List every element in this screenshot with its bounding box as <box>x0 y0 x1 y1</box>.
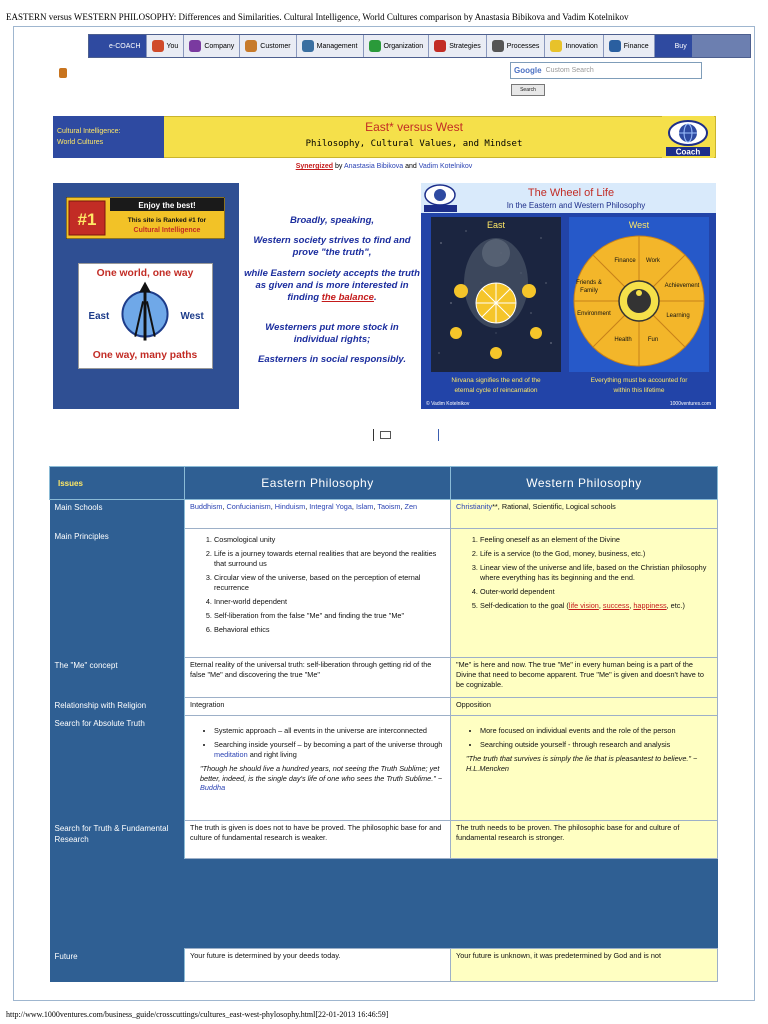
person-icon <box>152 40 164 52</box>
bulb-icon <box>550 40 562 52</box>
issue-absolute-truth: Search for Absolute Truth <box>50 716 185 821</box>
wheel-segment-label: Achievement <box>664 283 700 289</box>
the-balance-link[interactable]: the balance <box>321 292 374 303</box>
spacer-cell-issue <box>50 859 185 949</box>
thumbs-up-icon[interactable] <box>59 68 67 78</box>
west-principle-1: 1. Feeling oneself as an element of the Divine <box>480 535 712 545</box>
nav-item-label: Innovation <box>565 42 598 50</box>
wheel-credit-left: © Vadim Kotelnikov <box>426 401 470 407</box>
nav-item-label: Customer <box>260 42 291 50</box>
nav-item-you[interactable] <box>147 35 185 57</box>
summary-line-3c: . <box>373 292 377 303</box>
nav-item-buy[interactable] <box>655 35 692 57</box>
coach-logo[interactable] <box>662 116 714 158</box>
wheel-segment-label: Finance <box>614 258 636 264</box>
issue-future: Future <box>50 949 185 982</box>
west-absolute-truth <box>451 716 718 821</box>
wheel-segment-label: Health <box>614 337 632 343</box>
west-principle-5-prefix: Self-dedication to the goal ( <box>480 601 569 610</box>
east-absolute-bullet-2a: Searching inside yourself – by becoming a part of the universe through <box>214 740 443 749</box>
link-confucianism[interactable]: Confucianism <box>226 502 271 511</box>
link-hinduism[interactable]: Hinduism <box>274 502 306 511</box>
link-islam[interactable]: Islam <box>355 502 374 511</box>
table-row <box>50 716 718 821</box>
document-title: EASTERN versus WESTERN PHILOSOPHY: Differences and Similarities. Cultural Intelligence, World Cultures comparison by Anastasia Bibikova and Vadim Kotelnikov <box>6 12 629 22</box>
coach-logo-text: Coach <box>675 147 701 157</box>
mencken-quote: "The truth that survives is simply the lie that is pleasantest to believe." ~ H.L.Mencken <box>466 754 698 773</box>
east-absolute-bullet-2b: and right living <box>247 750 297 759</box>
page-subtitle: Philosophy, Cultural Values, and Mindset <box>305 139 523 149</box>
east-absolute-truth <box>185 716 451 821</box>
west-principle-5-suffix: , etc.) <box>666 601 685 610</box>
wheel-segment-label: Work <box>646 258 660 264</box>
west-schools-rest: **, Rational, Scientific, Logical schools <box>492 502 616 511</box>
column-header-west: Western Philosophy <box>451 467 718 500</box>
wheel-title: The Wheel of Life <box>527 187 615 199</box>
link-success[interactable]: success <box>602 601 630 610</box>
west-main-principles <box>451 529 718 658</box>
east-future: Your future is determined by your deeds today. <box>185 949 451 982</box>
shield-icon <box>189 40 201 52</box>
link-happiness[interactable]: happiness <box>633 601 667 610</box>
ranked-number-one-badge[interactable] <box>66 197 225 239</box>
nav-item-label: Organization <box>383 42 424 50</box>
wheel-segment-label: Friends & <box>576 280 602 286</box>
banner-category-line1[interactable]: Cultural Intelligence: <box>57 128 121 135</box>
synergized-link[interactable]: Synergized <box>295 163 334 170</box>
wheel-west-label: West <box>628 220 650 230</box>
issue-religion: Relationship with Religion <box>50 698 185 716</box>
issue-me-concept: The "Me" concept <box>50 658 185 698</box>
nav-item-label: Finance <box>623 42 649 50</box>
spacer-cell-east <box>185 859 451 949</box>
summary-line-1: Broadly, speaking, <box>289 215 375 226</box>
team-icon <box>302 40 314 52</box>
rank-badge-text: This site is Ranked #1 for <box>127 217 207 224</box>
spacer-cell-west <box>451 859 718 949</box>
embedded-widget[interactable] <box>373 429 439 441</box>
nav-item-label: Strategies <box>449 42 481 50</box>
nav-item-finance[interactable] <box>604 35 655 57</box>
west-main-schools <box>451 500 718 529</box>
wheel-segment-label: Environment <box>577 311 611 317</box>
link-taoism[interactable]: Taoism <box>377 502 401 511</box>
author-link-bibikova[interactable]: Anastasia Bibikova <box>343 163 404 170</box>
east-absolute-bullet-1: • Systemic approach – all events in the universe are interconnected <box>214 726 445 736</box>
oneworld-top-text: One world, one way <box>96 267 194 279</box>
summary-line-2: Western society strives to find and prove "the truth", <box>253 235 411 258</box>
west-principle-2: 2. Life is a service (to the God, money, business, etc.) <box>480 549 712 559</box>
east-main-schools: Buddhism, Confucianism, Hinduism, Integral Yoga, Islam, Taoism, Zen <box>185 500 451 529</box>
link-integral-yoga[interactable]: Integral Yoga <box>309 502 352 511</box>
book-icon <box>609 40 621 52</box>
nav-item-label: e-COACH <box>109 42 141 50</box>
issue-main-principles: Main Principles <box>50 529 185 658</box>
column-header-east: Eastern Philosophy <box>185 467 451 500</box>
google-logo: Google <box>514 66 542 75</box>
nav-item-label: Management <box>316 42 358 50</box>
nav-item-label: You <box>166 42 179 50</box>
east-principle-4: 4. Inner-world dependent <box>214 597 445 607</box>
nav-item-innovation[interactable] <box>545 35 603 57</box>
wheel-segment-label: Learning <box>666 313 690 319</box>
link-buddha[interactable]: Buddha <box>200 783 226 792</box>
table-row <box>50 529 718 658</box>
nav-item-processes[interactable] <box>487 35 546 57</box>
nav-item-management[interactable] <box>297 35 364 57</box>
issue-fundamental-research: Search for Truth & Fundamental Research <box>50 821 185 859</box>
east-principle-1: 1. Cosmological unity <box>214 535 445 545</box>
link-meditation[interactable]: meditation <box>214 750 248 759</box>
byline-by: by <box>335 163 343 170</box>
byline-and: and <box>405 163 417 170</box>
table-row <box>50 500 718 529</box>
summary-line-3 <box>244 268 420 304</box>
nav-item-label: Company <box>204 42 235 50</box>
comparison-table <box>49 466 718 982</box>
cart-icon <box>660 40 672 52</box>
arrow-icon <box>434 40 446 52</box>
document-url-footer: http://www.1000ventures.com/business_guide/crosscuttings/cultures_east-west-phylosophy.html[22-01-2013 16:46:59] <box>6 1010 389 1019</box>
east-principle-2: 2. Life is a journey towards eternal realities that are beyond the realities that surround us <box>214 549 445 569</box>
search-button[interactable]: Search <box>511 84 545 96</box>
nav-item-label: Buy <box>674 42 687 50</box>
search-input[interactable] <box>510 62 702 79</box>
wheel-credit-right: 1000ventures.com <box>669 401 711 407</box>
byline <box>0 163 768 170</box>
rank-badge-number: #1 <box>77 210 97 229</box>
east-me-concept: Eternal reality of the universal truth: self-liberation through getting rid of the false "Me" and discovering the true "Me" <box>185 658 451 698</box>
west-principle-5: 5. Self-dedication to the goal (life vision, success, happiness, etc.) <box>480 601 712 611</box>
table-row <box>50 658 718 698</box>
summary-line-4: Westerners put more stock in individual rights; <box>265 322 399 345</box>
nav-item-label: Processes <box>506 42 540 50</box>
wheel-east-caption-1: Nirvana signifies the end of the <box>451 377 541 384</box>
wheel-east-caption-2: eternal cycle of reincarnation <box>454 387 538 394</box>
link-christianity[interactable]: Christianity <box>456 502 493 511</box>
wheel-of-life-graphic[interactable] <box>421 183 716 409</box>
nav-item-company[interactable] <box>184 35 240 57</box>
summary-line-3a: while Eastern society accepts the truth as given and is more interested in finding <box>244 268 420 303</box>
wheel-segment-label: Fun <box>647 337 659 343</box>
one-world-one-way-graphic[interactable] <box>78 263 213 369</box>
nav-item-e-coach[interactable] <box>89 35 147 57</box>
hero-summary-text <box>244 215 420 366</box>
east-principle-3: 3. Circular view of the universe, based on the perception of eternal recurrence <box>214 573 445 593</box>
link-zen[interactable]: Zen <box>404 502 418 511</box>
table-row <box>50 698 718 716</box>
customer-icon <box>245 40 257 52</box>
summary-line-5: Easterners in social responsibly. <box>257 354 406 365</box>
page-title: East* versus West <box>365 120 463 134</box>
table-row <box>50 949 718 982</box>
link-life-vision[interactable]: life vision <box>568 601 599 610</box>
table-spacer <box>50 859 718 949</box>
oneworld-east-text: East <box>88 310 110 322</box>
nav-item-organization[interactable] <box>364 35 430 57</box>
issue-main-schools: Main Schools <box>50 500 185 529</box>
west-absolute-bullet-1: • More focused on individual events and the role of the person <box>480 726 712 736</box>
wheel-subtitle: In the Eastern and Western Philosophy <box>506 201 646 210</box>
nav-item-customer[interactable] <box>240 35 296 57</box>
rank-badge-top: Enjoy the best! <box>138 201 196 210</box>
east-principle-5: 5. Self-liberation from the false "Me" and finding the true "Me" <box>214 611 445 621</box>
west-religion: Opposition <box>451 698 718 716</box>
wheel-east-label: East <box>486 220 506 230</box>
banner-category-line2[interactable]: World Cultures <box>57 139 104 146</box>
west-me-concept: "Me" is here and now. The true "Me" in every human being is a part of the Divine that need to become apparent. True "Me" is given and doesn't have to be cognizable. <box>451 658 718 698</box>
buddha-quote <box>190 764 445 793</box>
eye-globe-icon <box>94 40 106 52</box>
east-religion: Integration <box>185 698 451 716</box>
rank-badge-text2: Cultural Intelligence <box>133 227 201 234</box>
west-absolute-bullet-2: • Searching outside yourself - through research and analysis <box>480 740 712 750</box>
oneworld-bottom-text: One way, many paths <box>92 350 198 362</box>
wheel-west-caption-1: Everything must be accounted for <box>590 377 688 384</box>
table-row <box>50 821 718 859</box>
west-principle-4: 4. Outer-world dependent <box>480 587 712 597</box>
link-buddhism[interactable]: Buddhism <box>190 502 223 511</box>
east-fundamental-research: The truth is given is does not to have be proved. The philosophic base for and culture of fundamental research is weaker. <box>185 821 451 859</box>
nav-item-strategies[interactable] <box>429 35 487 57</box>
search-placeholder: Custom Search <box>545 67 594 74</box>
house-icon <box>369 40 381 52</box>
widget-icon <box>380 431 391 439</box>
top-navigation-bar <box>88 34 751 58</box>
column-header-issues: Issues <box>50 467 185 500</box>
oneworld-west-text: West <box>180 310 204 322</box>
fork-icon <box>492 40 504 52</box>
wheel-west-caption-2: within this lifetime <box>613 387 665 394</box>
east-absolute-bullet-2 <box>214 740 445 760</box>
banner-category <box>53 116 164 158</box>
buddha-quote-text: "Though he should live a hundred years, not seeing the Truth Sublime; yet better, indeed, is the single day's life of one who sees the Truth Sublime." ~ <box>200 764 443 783</box>
author-link-kotelnikov[interactable]: Vadim Kotelnikov <box>418 163 473 170</box>
east-main-principles <box>185 529 451 658</box>
east-principle-6: 6. Behavioral ethics <box>214 625 445 635</box>
west-future: Your future is unknown, it was predetermined by God and is not <box>451 949 718 982</box>
west-fundamental-research: The truth needs to be proven. The philosophic base for and culture of fundamental research is stronger. <box>451 821 718 859</box>
west-principle-3: 3. Linear view of the universe and life, based on the Christian philosophy where everything has its beginning and the end. <box>480 563 712 583</box>
wheel-segment-label: Family <box>580 288 598 294</box>
